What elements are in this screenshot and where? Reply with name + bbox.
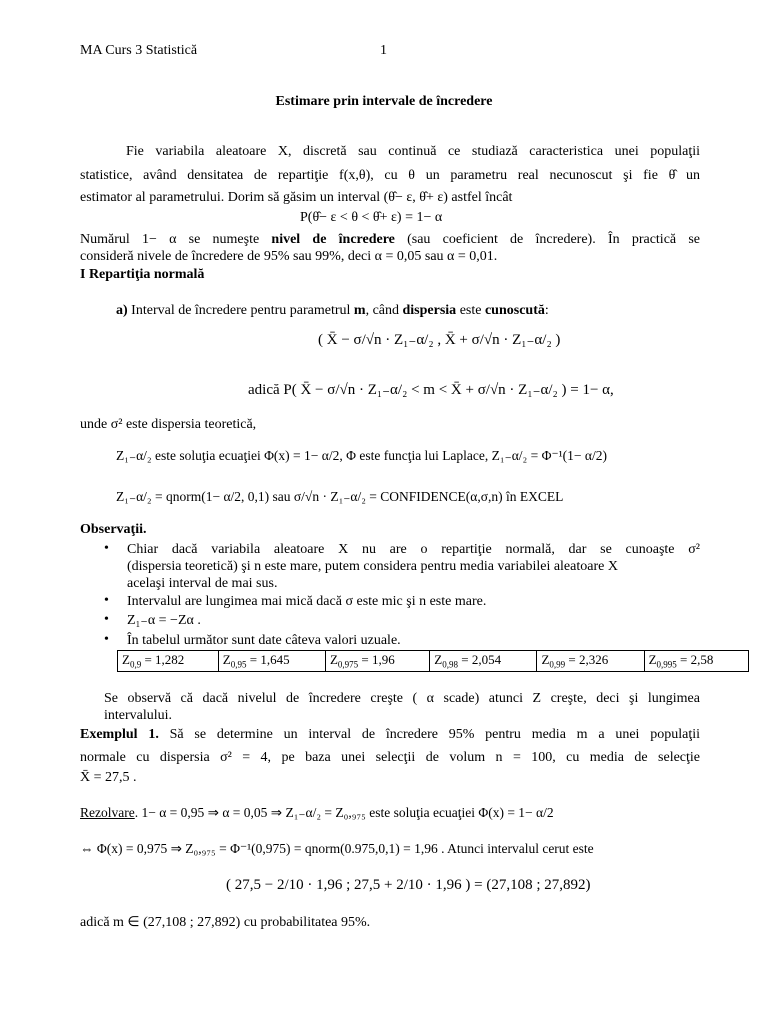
z-excel-formula: Z₁₋α/₂ = qnorm(1− α/2, 0,1) sau σ/√n · Z₁₋α/₂ = CONFIDENCE(α,σ,n) în EXCEL: [116, 489, 564, 504]
table-cell: $Z_{0,98} = 2,054$: [430, 651, 537, 672]
confidence-formula: P(θ̂− ε < θ < θ̂+ ε) = 1− α: [300, 210, 443, 225]
z-solution-formula: Z₁₋α/₂ este soluţia ecuaţiei Φ(x) = 1− α/2, Φ este funcţia lui Laplace, Z₁₋α/₂ = Φ⁻¹(1− α/2): [116, 448, 607, 463]
text: , când: [365, 303, 403, 318]
intro-line-4: [80, 231, 700, 249]
example-line-2: normale cu dispersia σ² = 4, pe baza unei selecţii de volum n = 100, cu media de selecţie: [80, 750, 700, 765]
text: Să se determine un interval de încredere 95% pentru media m a unei populaţii: [158, 727, 700, 742]
cell-sub: 0,995: [656, 659, 677, 670]
observations-heading: Observaţii.: [80, 522, 147, 537]
text: :: [544, 303, 549, 318]
table-cell: $Z_{0,9} = 1,282$: [118, 651, 219, 672]
table-cell: $Z_{0,99} = 2,326$: [537, 651, 644, 672]
text: este: [456, 303, 485, 318]
bullet-icon: •: [104, 541, 109, 556]
part-label: a): [116, 303, 128, 318]
solution-line-1: [80, 804, 700, 822]
solution-line-4: adică m ∈ (27,108 ; 27,892) cu probabilitatea 95%.: [80, 915, 371, 930]
interval-formula: ( X̄ − σ/√n · Z₁₋α/₂ , X̄ + σ/√n · Z₁₋α/₂ ): [318, 332, 561, 348]
obs-3: Z₁₋α = −Zα .: [127, 613, 201, 628]
section-heading: I Repartiţia normală: [80, 267, 205, 282]
probability-formula: adică P( X̄ − σ/√n · Z₁₋α/₂ < m < X̄ + σ/√n · Z₁₋α/₂ ) = 1− α,: [248, 382, 614, 398]
note-line-1: Se observă că dacă nivelul de încredere creşte ( α scade) atunci Z creşte, deci şi lungimea: [104, 691, 700, 706]
table-cell: $Z_{0,995} = 2,58$: [644, 651, 748, 672]
example-label: Exemplul 1.: [80, 727, 159, 742]
text: (sau coeficient de încredere). În practică se: [394, 232, 700, 247]
page-title: Estimare prin intervale de încredere: [275, 94, 493, 109]
cell-value: = 2,054: [461, 652, 502, 668]
solution-line-2: ⇔ Φ(x) = 0,975 ⇒ Z₀,₉₇₅ = Φ⁻¹(0,975) = qnorm(0.975,0,1) = 1,96 . Atunci intervalul cerut este: [80, 841, 594, 856]
cell-value: = 1,282: [144, 652, 185, 668]
course-name: MA Curs 3 Statistică: [80, 43, 198, 58]
intro-line-5: consideră nivele de încredere de 95% sau 99%, deci α = 0,05 sau α = 0,01.: [80, 249, 498, 264]
term-bold: nivel de încredere: [271, 232, 395, 247]
bullet-icon: •: [104, 632, 109, 647]
example-line-3: X̄ = 27,5 .: [80, 770, 137, 785]
cell-sub: 0,95: [230, 659, 247, 670]
table-cell: $Z_{0,975} = 1,96$: [325, 651, 429, 672]
bullet-icon: •: [104, 612, 109, 627]
table-row: [118, 651, 749, 672]
table-cell: $Z_{0,95} = 1,645$: [218, 651, 325, 672]
text: . 1− α = 0,95 ⇒ α = 0,05 ⇒ Z₁₋α/₂ = Z₀,₉₇₅ este soluţia ecuaţiei Φ(x) = 1− α/2: [134, 805, 554, 820]
obs-1-line-2: (dispersia teoretică) şi n este mare, putem considera pentru media variabilei aleatoare X: [127, 559, 618, 574]
cell-value: = 1,96: [361, 652, 395, 668]
page-number: 1: [380, 43, 387, 58]
text: Interval de încredere pentru parametrul: [127, 303, 354, 318]
term-dispersia: dispersia: [402, 303, 457, 318]
obs-1-line-3: acelaşi interval de mai sus.: [127, 576, 278, 591]
intro-line-1: Fie variabila aleatoare X, discretă sau continuă ce studiază caracteristica unei populaţii: [126, 144, 700, 159]
solution-interval: ( 27,5 − 2/10 · 1,96 ; 27,5 + 2/10 · 1,96 ) = (27,108 ; 27,892): [226, 877, 591, 893]
bullet-icon: •: [104, 593, 109, 608]
intro-line-3: estimator al parametrului. Dorim să găsim un interval (θ̂− ε, θ̂+ ε) astfel încât: [80, 190, 513, 205]
solution-label: Rezolvare: [80, 805, 135, 820]
cell-value: = 2,58: [680, 652, 714, 668]
dispersion-note: unde σ² este dispersia teoretică,: [80, 417, 257, 432]
term-cunoscuta: cunoscută: [484, 303, 545, 318]
cell-sub: 0,98: [442, 659, 458, 670]
cell-sub: 0,975: [337, 659, 359, 670]
obs-2: Intervalul are lungimea mai mică dacă σ este mic şi n este mare.: [127, 594, 487, 609]
cell-value: = 2,326: [568, 652, 609, 668]
param-m: m: [353, 303, 366, 318]
note-line-2: intervalului.: [104, 708, 173, 723]
part-a-heading: [116, 302, 736, 320]
obs-1-line-1: Chiar dacă variabila aleatoare X nu are o repartiţie normală, dar se cunoaşte σ²: [127, 542, 700, 557]
cell-sub: 0,99: [549, 659, 566, 670]
example-line-1: [80, 726, 700, 744]
intro-line-2: statistice, având densitatea de repartiţie f(x,θ), cu θ un parametru real necunoscut şi fie θ̂ un: [80, 168, 700, 183]
cell-sub: 0,9: [129, 659, 142, 670]
cell-value: = 1,645: [249, 652, 290, 668]
text: Numărul 1− α se numeşte: [80, 232, 272, 247]
z-values-table: [117, 650, 749, 672]
obs-4: În tabelul următor sunt date câteva valori uzuale.: [127, 633, 401, 648]
